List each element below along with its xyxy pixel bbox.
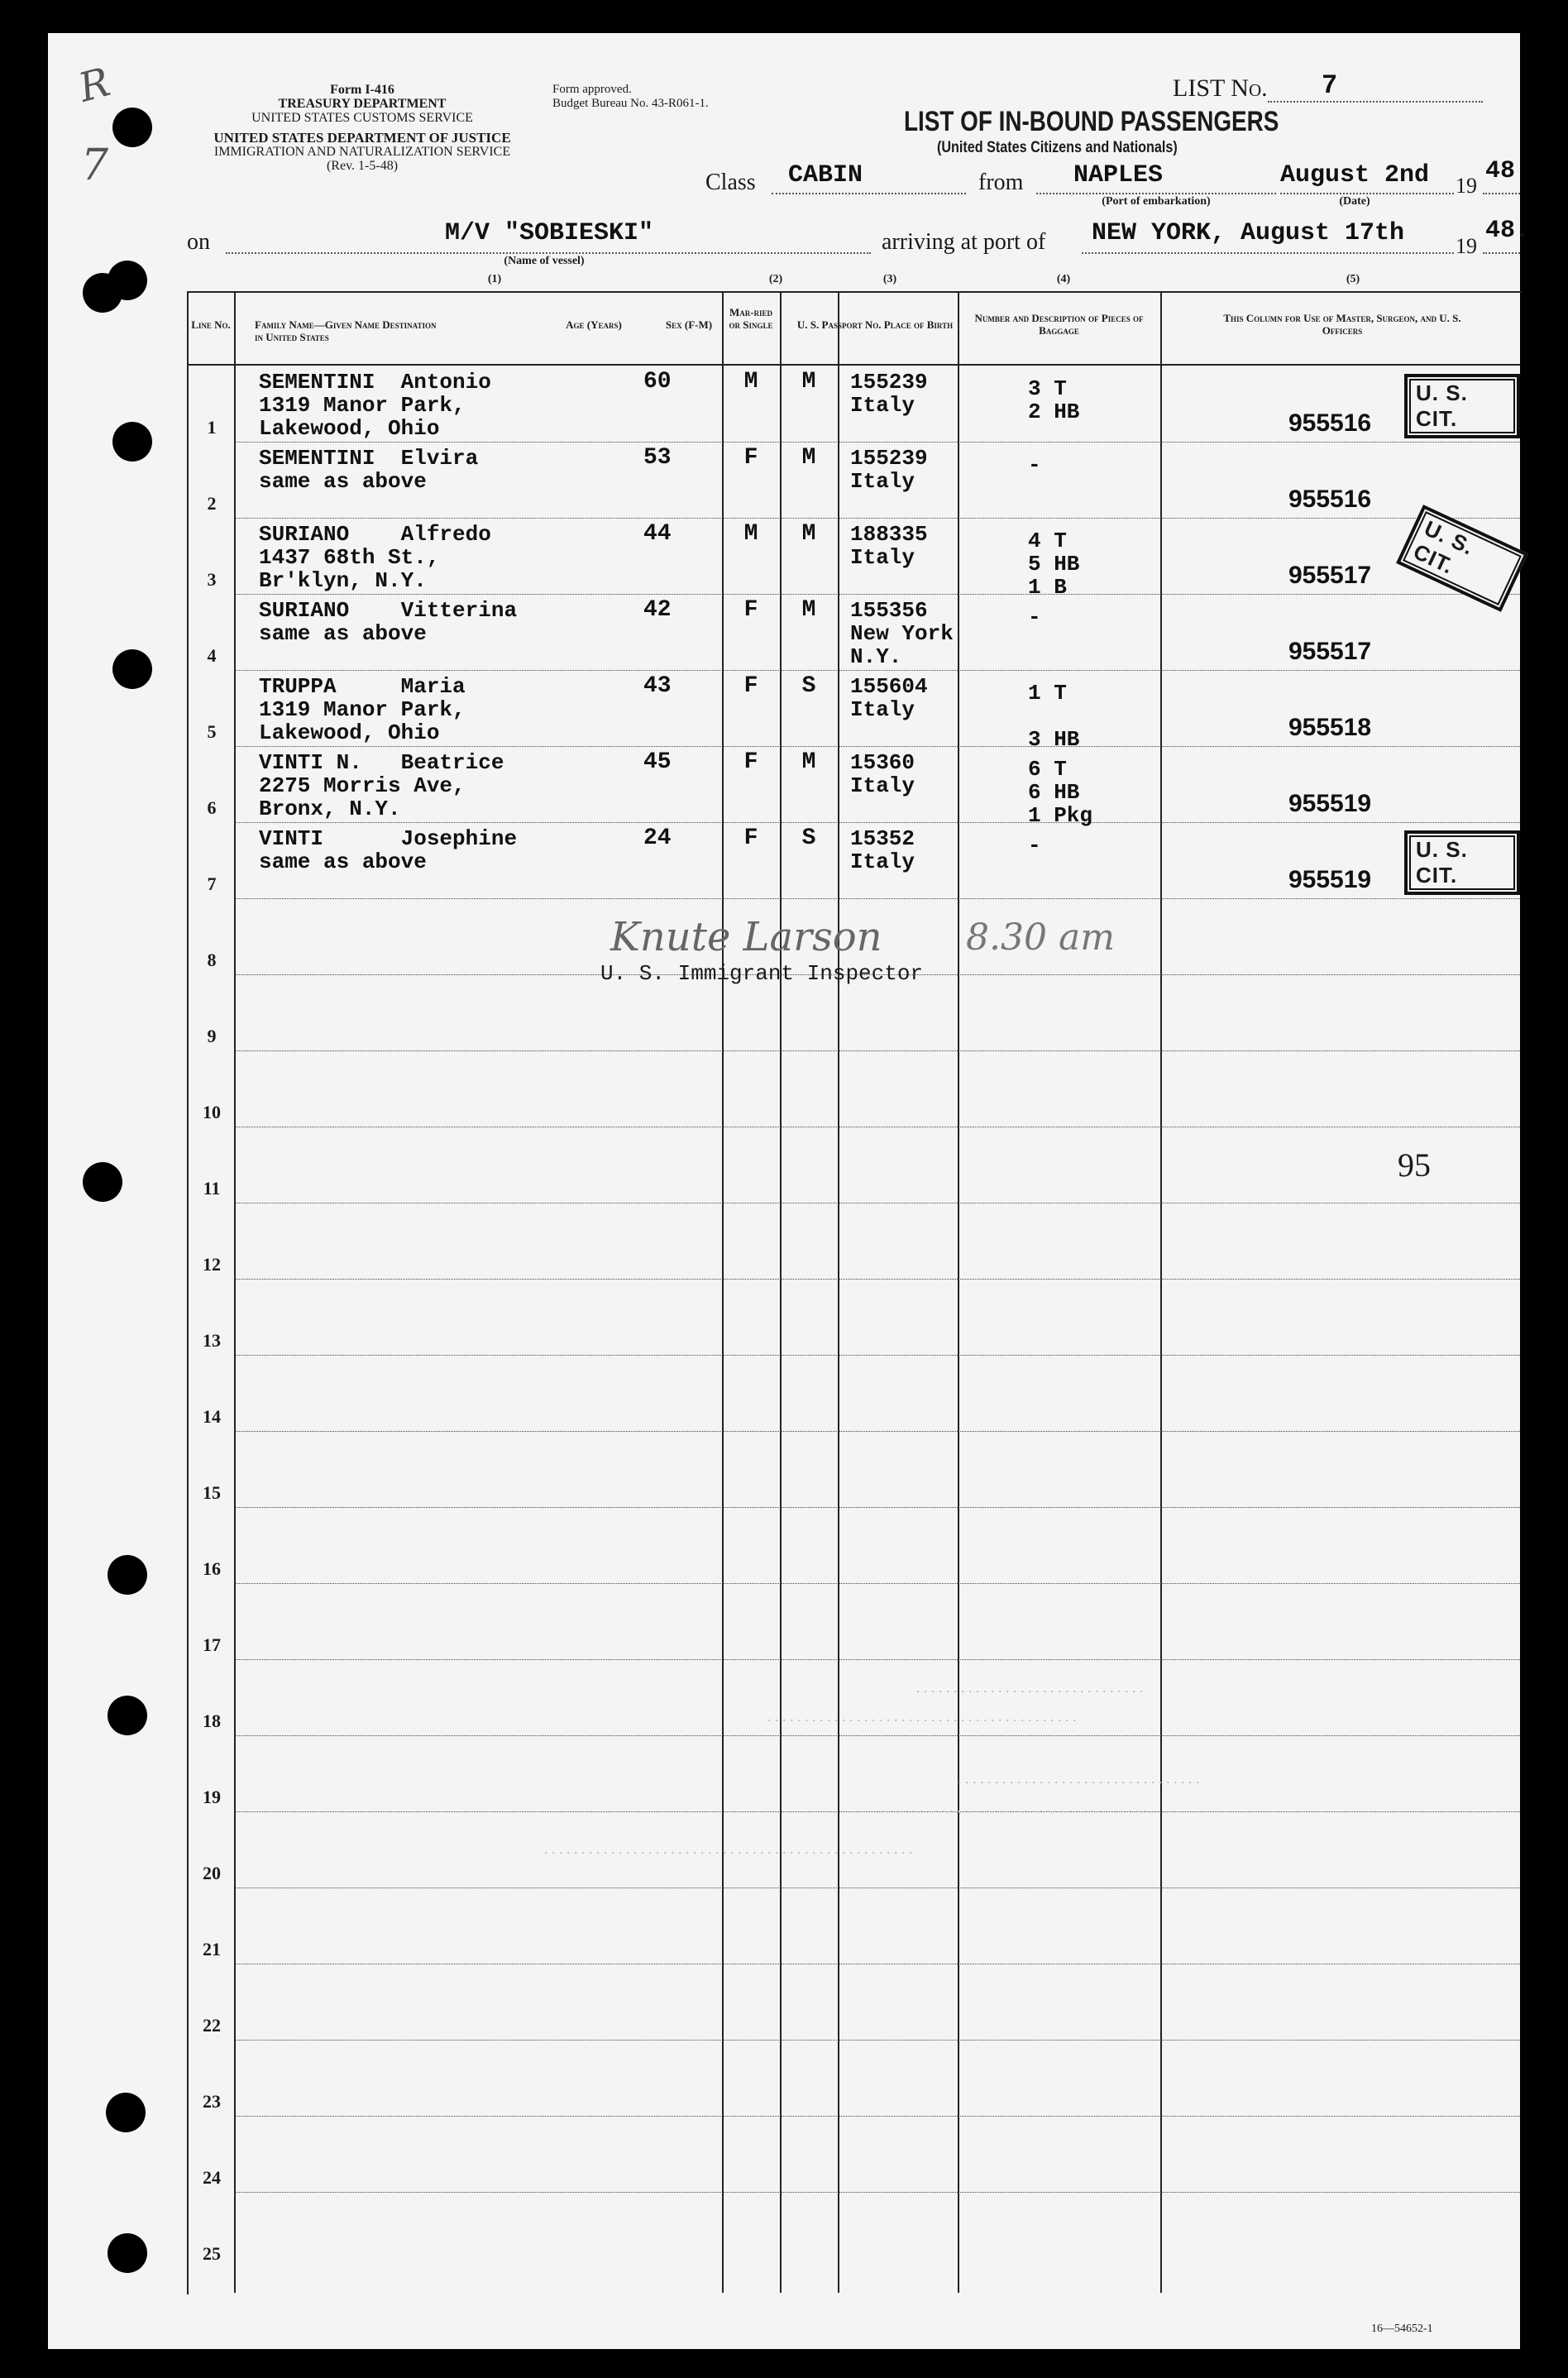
- row-divider: [235, 670, 1520, 671]
- passenger-sex: F: [743, 825, 758, 851]
- vessel-line: [226, 252, 871, 254]
- passenger-sex: F: [743, 749, 758, 775]
- col-header-baggage: Number and Description of Pieces of Baggage: [974, 312, 1144, 337]
- arrival-year-prefix: 19: [1456, 234, 1477, 258]
- line-number: 10: [203, 1102, 221, 1122]
- year-value: 48: [1485, 157, 1516, 185]
- line-number: 22: [203, 2015, 221, 2036]
- form-approved: Form approved.: [552, 83, 632, 96]
- page-subtitle: (United States Citizens and Nationals): [937, 139, 1178, 156]
- col-divider: [1160, 291, 1162, 2293]
- officer-number: 955516: [1288, 486, 1372, 513]
- passenger-marital-status: S: [801, 673, 816, 699]
- row-divider: [235, 746, 1520, 747]
- col-header-line: Line No.: [191, 318, 231, 331]
- line-number: 2: [207, 493, 217, 514]
- col-divider: [234, 291, 236, 2293]
- passenger-sex: M: [743, 521, 758, 547]
- binder-hole: [83, 1162, 122, 1202]
- row-divider: [235, 1279, 1520, 1280]
- arrival-year-value: 48.: [1485, 217, 1531, 245]
- bleed-through-text: . . . . . . . . . . . . . . . . . . . . . . . . . . . . . . . . . . . . .: [875, 1799, 1147, 1816]
- line-number: 4: [207, 645, 217, 666]
- col-num: (5): [1346, 273, 1360, 285]
- binder-hole: [112, 108, 152, 147]
- passenger-name: SEMENTINI Elvira same as above: [259, 446, 479, 494]
- col-divider: [838, 291, 839, 2293]
- passenger-name: VINTI N. Beatrice 2275 Morris Ave, Bronx, N.Y.: [259, 750, 504, 821]
- passenger-sex: F: [743, 673, 758, 699]
- row-divider: [235, 1583, 1520, 1584]
- col-header-officers: This Column for Use of Master, Surgeon, and U. S. Officers: [1223, 312, 1461, 337]
- col-header-age: Age (Years): [566, 318, 622, 331]
- officer-number: 955518: [1288, 714, 1372, 741]
- row-divider: [235, 594, 1520, 595]
- vessel-name: M/V "SOBIESKI": [445, 219, 654, 247]
- col-num: (1): [487, 273, 502, 285]
- line-number: 11: [203, 1178, 221, 1199]
- passenger-sex: F: [743, 445, 758, 471]
- col-num: (3): [882, 273, 897, 285]
- col-divider: [722, 291, 724, 2293]
- row-divider: [235, 1050, 1520, 1051]
- bleed-through-text: . . . . . . . . . . . . . . . . . . . . . . . . . . . . . . . . . . . . . . . . . . . . . . . . . .: [544, 1840, 913, 1857]
- class-value: CABIN: [788, 161, 863, 189]
- row-divider: [235, 2040, 1520, 2041]
- passenger-passport: 155356 New York N.Y.: [850, 598, 954, 669]
- arrival-year-line: [1483, 252, 1520, 254]
- line-number: 1: [207, 417, 217, 438]
- passenger-passport: 155239 Italy: [850, 446, 928, 494]
- list-no-label: LIST No.: [1173, 74, 1268, 102]
- passenger-name: VINTI Josephine same as above: [259, 826, 518, 874]
- from-value: NAPLES: [1073, 161, 1164, 189]
- binder-hole: [112, 422, 152, 462]
- us-citizen-stamp: U. S. CIT.: [1396, 505, 1528, 612]
- inspection-time: 8.30 am: [966, 916, 1115, 959]
- header-divider: [187, 364, 1520, 366]
- date-caption: (Date): [1339, 195, 1370, 208]
- officer-number: 955517: [1288, 638, 1372, 665]
- line-number: 8: [207, 950, 217, 970]
- justice-block: [172, 131, 552, 173]
- line-number: 3: [207, 569, 217, 590]
- line-number: 15: [203, 1482, 221, 1503]
- form-block: [238, 83, 486, 125]
- binder-hole: [106, 2093, 146, 2132]
- arriving-label: arriving at port of: [882, 229, 1046, 255]
- officer-number: 955519: [1288, 790, 1372, 817]
- passenger-age: 45: [643, 749, 672, 775]
- form-number: Form I-416: [330, 83, 394, 97]
- line-number: 20: [203, 1863, 221, 1883]
- revision: (Rev. 1-5-48): [326, 159, 399, 173]
- binder-hole: [108, 2233, 147, 2273]
- line-number: 16: [203, 1558, 221, 1579]
- row-divider: [235, 822, 1520, 823]
- handwritten-mark: 7: [81, 141, 109, 190]
- line-number: 13: [203, 1330, 221, 1351]
- col-header-married: Mar-ried or Single: [729, 306, 773, 331]
- line-number: 25: [203, 2243, 221, 2264]
- us-citizen-stamp: U. S. CIT.: [1404, 374, 1520, 438]
- passenger-baggage: 6 T 6 HB 1 Pkg: [1028, 757, 1093, 828]
- binder-hole: [112, 649, 152, 689]
- row-divider: [235, 442, 1520, 443]
- passenger-baggage: -: [1028, 605, 1041, 629]
- row-divider: [235, 2192, 1520, 2193]
- passenger-name: SEMENTINI Antonio 1319 Manor Park, Lakewood, Ohio: [259, 370, 491, 441]
- passenger-sex: F: [743, 597, 758, 623]
- binder-hole: [108, 1555, 147, 1595]
- passenger-baggage: 4 T 5 HB 1 B: [1028, 529, 1080, 600]
- row-divider: [235, 1659, 1520, 1660]
- us-citizen-stamp: U. S. CIT.: [1404, 830, 1520, 895]
- date-value: August 2nd: [1280, 161, 1430, 189]
- line-number: 18: [203, 1711, 221, 1731]
- class-line: [772, 193, 966, 194]
- binder-hole: [108, 1696, 147, 1735]
- passenger-age: 44: [643, 521, 672, 547]
- vessel-caption: (Name of vessel): [504, 255, 585, 267]
- col-num: (2): [768, 273, 783, 285]
- passenger-age: 42: [643, 597, 672, 623]
- line-number: 12: [203, 1254, 221, 1275]
- passenger-marital-status: S: [801, 825, 816, 851]
- officer-number: 955517: [1288, 562, 1372, 589]
- page-number: 95: [1398, 1146, 1431, 1184]
- bleed-through-text: . . . . . . . . . . . . . . . . . . . . . . . . . . . . . . . . . . . . . . . . . .: [767, 1708, 1077, 1725]
- document-page: [48, 33, 1531, 2349]
- line-number: 7: [207, 873, 217, 894]
- passenger-passport: 155239 Italy: [850, 370, 928, 418]
- passenger-sex: M: [743, 369, 758, 395]
- col-num: (4): [1056, 273, 1071, 285]
- passenger-age: 43: [643, 673, 672, 699]
- year-line: [1483, 193, 1520, 194]
- department-justice: UNITED STATES DEPARTMENT OF JUSTICE: [213, 130, 511, 146]
- line-number: 21: [203, 1939, 221, 1959]
- line-number: 23: [203, 2091, 221, 2112]
- class-label: Class: [705, 170, 756, 195]
- passenger-marital-status: M: [801, 369, 816, 395]
- col-header-name: Family Name—Given Name Destination in United States: [255, 318, 437, 343]
- bleed-through-text: . . . . . . . . . . . . . . . . . . . . . . . . . . . . . . . . .: [958, 1770, 1200, 1787]
- passenger-name: SURIANO Alfredo 1437 68th St., Br'klyn, N.Y.: [259, 522, 491, 593]
- row-divider: [235, 1735, 1520, 1736]
- passenger-baggage: 1 T 3 HB: [1028, 681, 1080, 752]
- line-number: 24: [203, 2167, 221, 2188]
- passenger-baggage: -: [1028, 452, 1041, 477]
- port-caption: (Port of embarkation): [1102, 195, 1211, 208]
- year-prefix: 19: [1456, 174, 1477, 198]
- arrival-value: NEW YORK, August 17th: [1092, 219, 1405, 247]
- on-label: on: [187, 229, 210, 255]
- passenger-marital-status: M: [801, 597, 816, 623]
- passenger-passport: 155604 Italy: [850, 674, 928, 722]
- passenger-name: SURIANO Vitterina same as above: [259, 598, 518, 646]
- line-number: 9: [207, 1026, 217, 1046]
- inspector-title: U. S. Immigrant Inspector: [600, 961, 924, 986]
- approval-block: [552, 83, 709, 111]
- row-divider: [235, 1431, 1520, 1432]
- bleed-through-text: . . . . . . . . . . . . . . . . . . . . . . . . . . . . . . .: [916, 1679, 1144, 1696]
- passenger-age: 24: [643, 825, 672, 851]
- col-divider: [958, 291, 959, 2293]
- passenger-marital-status: M: [801, 749, 816, 775]
- passenger-age: 53: [643, 445, 672, 471]
- binder-hole: [83, 273, 122, 313]
- page-title: LIST OF IN-BOUND PASSENGERS: [904, 106, 1279, 137]
- passenger-passport: 15360 Italy: [850, 750, 915, 798]
- line-number: 6: [207, 797, 217, 818]
- passenger-baggage: -: [1028, 833, 1041, 858]
- line-number: 5: [207, 721, 217, 742]
- footer-code: 16—54652-1: [1371, 2323, 1433, 2335]
- col-header-passport: U. S. Passport No. Place of Birth: [796, 318, 954, 331]
- col-header-sex: Sex (F-M): [665, 318, 713, 331]
- passenger-name: TRUPPA Maria 1319 Manor Park, Lakewood, Ohio: [259, 674, 466, 745]
- passenger-passport: 188335 Italy: [850, 522, 928, 570]
- row-divider: [235, 898, 1520, 899]
- from-line: [1036, 193, 1276, 194]
- col-divider: [780, 291, 782, 2293]
- passenger-marital-status: M: [801, 445, 816, 471]
- row-divider: [235, 1507, 1520, 1508]
- date-line: [1280, 193, 1454, 194]
- budget-bureau: Budget Bureau No. 43-R061-1.: [552, 97, 709, 110]
- handwritten-mark: R: [74, 59, 115, 112]
- row-divider: [235, 2116, 1520, 2117]
- list-no-line: [1268, 101, 1483, 103]
- ins-service: IMMIGRATION AND NATURALIZATION SERVICE: [213, 145, 511, 159]
- arrival-line: [1082, 252, 1454, 254]
- row-divider: [235, 1355, 1520, 1356]
- from-label: from: [978, 170, 1024, 195]
- passenger-age: 60: [643, 369, 672, 395]
- line-number: 17: [203, 1634, 221, 1655]
- passenger-passport: 15352 Italy: [850, 826, 915, 874]
- department-treasury: TREASURY DEPARTMENT: [278, 97, 447, 111]
- list-no-value: 7: [1322, 70, 1338, 101]
- row-divider: [235, 518, 1520, 519]
- line-number: 14: [203, 1406, 221, 1427]
- officer-number: 955516: [1288, 409, 1372, 437]
- passenger-marital-status: M: [801, 521, 816, 547]
- inspector-signature: Knute Larson: [610, 914, 882, 960]
- line-number: 19: [203, 1787, 221, 1807]
- officer-number: 955519: [1288, 866, 1372, 893]
- passenger-baggage: 3 T 2 HB: [1028, 376, 1080, 424]
- customs-service: UNITED STATES CUSTOMS SERVICE: [251, 111, 473, 125]
